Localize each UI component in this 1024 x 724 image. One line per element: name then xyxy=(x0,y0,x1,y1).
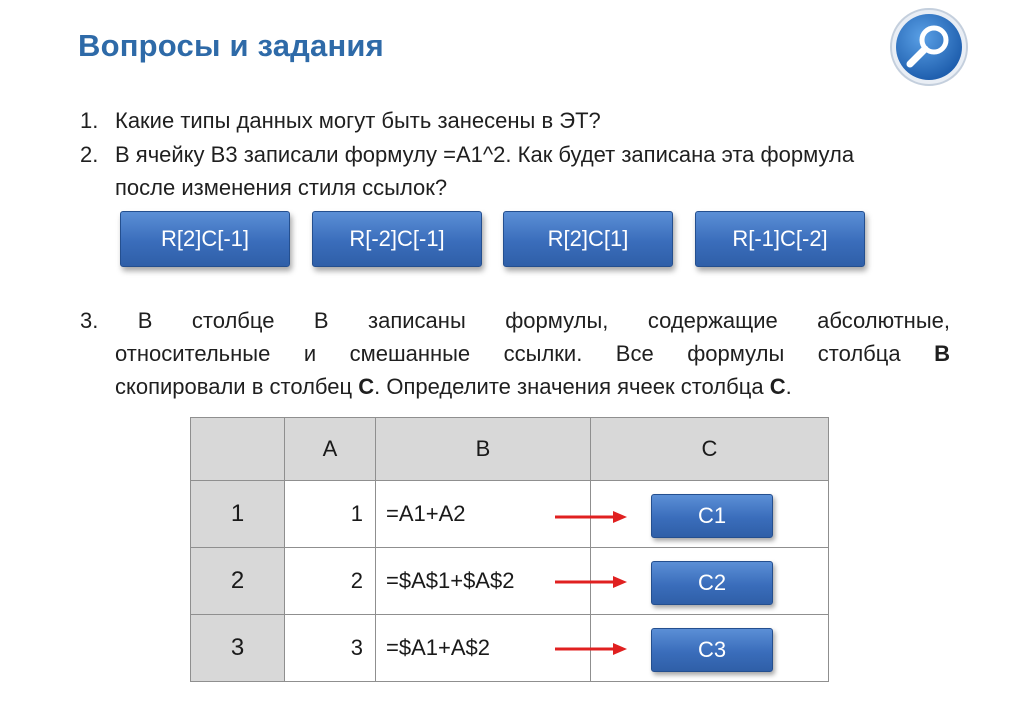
arrow-right-icon xyxy=(555,642,627,656)
column-header-a: A xyxy=(285,418,376,481)
word: В xyxy=(934,341,950,366)
answer-c3-button[interactable]: C3 xyxy=(651,628,773,672)
word: столбца xyxy=(817,341,901,366)
question-text-line1: В ячейку B3 записали формулу =A1^2. Как будет записана эта формула xyxy=(115,142,855,167)
word: В xyxy=(313,308,329,333)
word: столбце xyxy=(191,308,275,333)
arrow-right-icon xyxy=(555,575,627,589)
table-header-row xyxy=(191,418,829,481)
question-3-line2 xyxy=(80,337,950,370)
question-number: 2. xyxy=(80,142,99,167)
row-header: 1 xyxy=(191,481,285,548)
text: . Определите значения ячеек столбца xyxy=(374,374,770,399)
text-bold: С xyxy=(358,374,375,399)
answer-c2-button[interactable]: C2 xyxy=(651,561,773,605)
answer-button-3[interactable]: R[2]C[1] xyxy=(503,211,673,267)
word: ссылки. xyxy=(503,341,583,366)
word: В xyxy=(137,308,153,333)
word: формулы xyxy=(687,341,785,366)
word: и xyxy=(303,341,317,366)
corner-cell xyxy=(191,418,285,481)
answer-button-4[interactable]: R[-1]C[-2] xyxy=(695,211,865,267)
word: абсолютные, xyxy=(817,308,950,333)
question-number: 1. xyxy=(80,108,99,133)
search-icon[interactable] xyxy=(888,6,970,88)
question-2 xyxy=(80,138,950,204)
word: формулы, xyxy=(505,308,609,333)
cell-a: 3 xyxy=(285,615,376,682)
word: записаны xyxy=(368,308,466,333)
question-number: 3. xyxy=(80,308,99,333)
question-1 xyxy=(80,104,950,137)
question-3-line1 xyxy=(80,304,950,337)
cell-a: 2 xyxy=(285,548,376,615)
text: скопировали в столбец xyxy=(115,374,359,399)
page-title: Вопросы и задания xyxy=(78,28,384,63)
word: содержащие xyxy=(647,308,778,333)
column-header-c: C xyxy=(591,418,829,481)
answer-button-2[interactable]: R[-2]C[-1] xyxy=(312,211,482,267)
word: Все xyxy=(615,341,654,366)
cell-b: =A1+A2 xyxy=(376,481,591,548)
row-header: 2 xyxy=(191,548,285,615)
arrow-right-icon xyxy=(555,510,627,524)
question-text-line2: после изменения стиля ссылок? xyxy=(115,175,448,200)
question-3 xyxy=(80,304,950,403)
question-3-line3 xyxy=(80,370,950,403)
answer-c1-button[interactable]: C1 xyxy=(651,494,773,538)
row-header: 3 xyxy=(191,615,285,682)
cell-a: 1 xyxy=(285,481,376,548)
text: . xyxy=(785,374,792,399)
cell-b: =$A$1+$A$2 xyxy=(376,548,591,615)
word: смешанные xyxy=(349,341,471,366)
question-text: Какие типы данных могут быть занесены в ЭТ? xyxy=(115,108,601,133)
cell-b: =$A1+A$2 xyxy=(376,615,591,682)
word: относительные xyxy=(115,341,271,366)
column-header-b: B xyxy=(376,418,591,481)
answer-button-1[interactable]: R[2]C[-1] xyxy=(120,211,290,267)
text-bold: С xyxy=(769,374,786,399)
